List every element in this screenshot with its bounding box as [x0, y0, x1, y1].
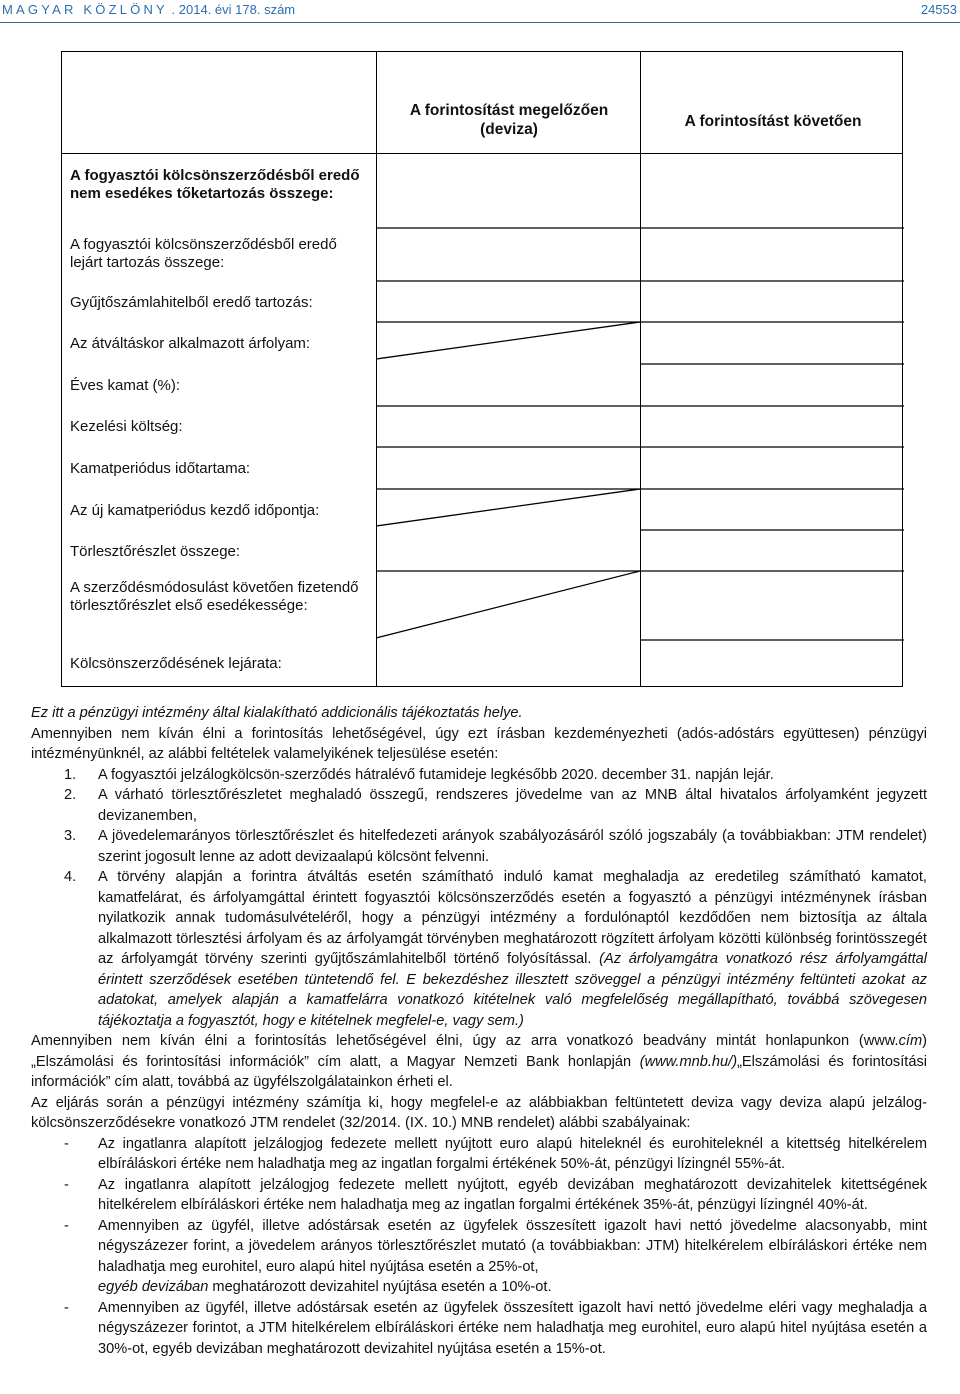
list-item: 4. A törvény alapján a forintra átváltás esetén számítható induló kamat meghaladja az eredetileg számítható kamatot, kamatfelárat, és árfolyamgáttal érintett fogyasztói kölcsönszerződés esetén a fogyasztó a pénzügyi intézménynek írásban nyilatkozik annak tudomásulvételéről, hogy a pénzügyi intézmény a fordulónaptól kezdődően nem biztosítja az általa alkalmazott törlesztési árfolyam és az árfolyamgát törvényben meghatározott rögzített árfolyam közötti különbség forintösszegét az árfolyamgát törvény szerinti gyűjtőszámlahitelből történő folyósítással. (Az árfolyamgátra vonatkozó rész árfolyamgáttal érintett szerződések esetében tüntetendő fel. E bekezdéshez illesztett szöveggel a pénzügyi intézmény feltünteti azokat az adatokat, amelyek alapján a kamatfelárra vonatkozó kitételnek való megfelelőség megállapítható, továbbá szövegesen tájékoztatja a fogyasztót, hogy e kitételnek megfelel-e, vagy sem.) — [64, 869, 927, 1029]
journal-header: MAGYAR KÖZLÖNY . 2014. évi 178. szám — [2, 2, 296, 17]
row-label-interest-period: Kamatperiódus időtartama: — [70, 460, 251, 477]
conditions-list — [31, 765, 927, 1032]
row-label-installment: Törlesztőrészlet összege: — [70, 543, 241, 560]
list-item: 2. A várható törlesztőrészletet meghaladó összegű, rendszeres jövedelme van az MNB által hivatalos árfolyamként jegyzett devizanemben, — [64, 787, 927, 824]
row-label-new-period-start: Az új kamatperiódus kezdő időpontja: — [70, 502, 320, 519]
additional-info-note: Ez itt a pénzügyi intézmény által kialakítható addicionális tájékoztatás helye. — [31, 705, 523, 721]
rules-list — [31, 1134, 927, 1360]
page-number: 24553 — [920, 2, 957, 17]
list-item: - Az ingatlanra alapított jelzálogjog fedezete mellett nyújtott euro alapú hiteleknél és eurohiteleknél a kitettség hitelkérelem elbíráláskori értéke nem haladhatja meg az ingatlan forgalmi értékének 50%-át, pénzügyi lízingnél 55%-át. — [64, 1135, 927, 1172]
list-item: - Amennyiben az ügyfél, illetve adóstársak esetén az ügyfelek összesített igazolt havi nettó jövedelme alacsonyabb, mint négyszázezer forint, a jövedelem arányos törlesztőrészlet mutató (a továbbiakban: JTM) hitelkérelem elbíráláskori értéke nem haladhatja meg eurohitel, euro alapú hitel nyújtása esetén a 25%-ot, egyéb devizában meghatározott devizahitel nyújtása esetén a 10%-ot. — [64, 1217, 927, 1295]
list-item: - Az ingatlanra alapított jelzálogjog fedezete mellett nyújtott, egyéb devizában meghatározott devizahitelek kitettségének hitelkérelem elbíráláskori értéke nem haladhatja meg az ingatlan forgalmi értékének 35%-át, pénzügyi lízingnél 40%-át. — [64, 1176, 927, 1213]
row-label-exchange-rate: Az átváltáskor alkalmazott árfolyam: — [70, 335, 311, 352]
list-item: - Amennyiben az ügyfél, illetve adóstársak esetén az ügyfelek összesített igazolt havi nettó jövedelme eléri vagy meghaladja a négyszázezer forintot, a JTM hitelkérelem elbíráláskori értéke nem haladhatja meg eurohitel, euro alapú hitel nyújtása esetén a 30%-ot, egyéb devizában meghatározott devizahitel nyújtása esetén a 15%-ot. — [64, 1299, 927, 1357]
row-label-collection-account: Gyűjtőszámlahitelből eredő tartozás: — [70, 294, 313, 311]
row-label-handling-fee: Kezelési költség: — [70, 418, 183, 435]
diagonal-strike — [376, 489, 640, 526]
header-divider — [62, 153, 902, 154]
column-header-after: A forintosítást követően — [684, 113, 862, 130]
column-divider-1 — [376, 52, 377, 686]
journal-title: MAGYAR KÖZLÖNY — [2, 2, 168, 17]
row-label-first-due-date: A szerződésmódosulást követően fizetendő törlesztőrészlet első esedékessége: — [70, 579, 359, 614]
template-availability-paragraph: Amennyiben nem kíván élni a forintosítás lehetőségével élni, úgy az arra vonatkozó beadvány mintát honlapunkon (www.cím) „Elszámolási és forintosítási információk” cím alatt, a Magyar Nemzeti Bank honlapján (www.mnb.hu/)„Elszámolási és forintosítási információk” cím alatt, továbbá az ügyfélszolgálatainkon érheti el. — [31, 1033, 927, 1090]
row-label-principal: A fogyasztói kölcsönszerződésből eredő nem esedékes tőketartozás összege: — [70, 167, 360, 202]
column-header-before: A forintosítást megelőzően (deviza) — [409, 102, 609, 138]
diagonal-strike — [376, 322, 640, 359]
intro-paragraph: Amennyiben nem kíván élni a forintosítás lehetőségével, úgy ezt írásban kezdeményezheti (adós-adóstárs együttesen) pénzügyi intézményünknél, az alábbi feltételek valamelyikének teljesülése esetén: — [31, 725, 927, 762]
row-label-overdue: A fogyasztói kölcsönszerződésből eredő lejárt tartozás összege: — [70, 236, 337, 271]
column-divider-2 — [640, 52, 641, 686]
list-item: 3. A jövedelemarányos törlesztőrészlet és hitelfedezeti arányok szabályozásáról szóló jogszabály (a továbbiakban: JTM rendelet) szerint jogosult lenne az adott devizaalapú kölcsönt felvenni. — [64, 828, 927, 865]
page-header — [0, 0, 960, 23]
row-label-annual-interest: Éves kamat (%): — [70, 377, 181, 394]
document-body — [31, 703, 927, 1359]
issue-number: 2014. évi 178. szám — [178, 2, 296, 17]
row-label-maturity: Kölcsönszerződésének lejárata: — [70, 655, 282, 672]
procedure-paragraph: Az eljárás során a pénzügyi intézmény számítja ki, hogy megfelel-e az alábbiakban feltüntetett deviza vagy deviza alapú jelzálog-kölcsönszerződésekre vonatkozó JTM rendelet (32/2014. (IX. 10.) MNB rendelet) alábbi szabályainak: — [31, 1094, 927, 1131]
list-item: 1. A fogyasztói jelzálogkölcsön-szerződés hátralévő futamideje legkésőbb 2020. december 31. napján lejár. — [64, 766, 774, 783]
conversion-table — [61, 51, 903, 687]
diagonal-strike — [376, 571, 640, 638]
